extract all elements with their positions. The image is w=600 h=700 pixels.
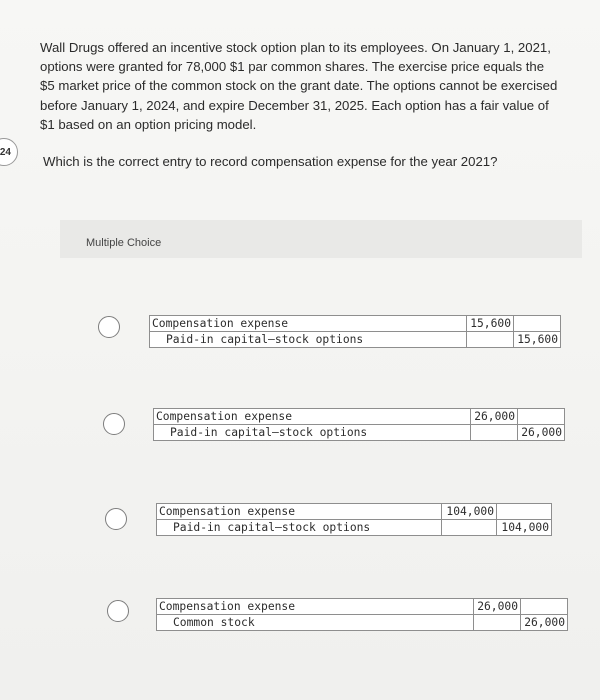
option-2-debit-account: Compensation expense [154, 409, 471, 425]
option-1-radio[interactable] [98, 316, 120, 338]
option-4-debit-amount: 26,000 [474, 599, 521, 615]
option-3-journal-entry [156, 503, 552, 536]
option-4-radio[interactable] [107, 600, 129, 622]
question-stem: Wall Drugs offered an incentive stock option plan to its employees. On January 1, 2021, options were granted for 78,000 $1 par common shares. The exercise price equals the $5 market price of the common stock on the grant date. The options cannot be exercised before January 1, 2024, and expire December 31, 2025. Each option has a fair value of $1 based on an option pricing model. [40, 40, 558, 132]
option-1-credit-amount: 15,600 [514, 332, 561, 348]
option-4-credit-account: Common stock [157, 615, 474, 631]
option-1-debit-blank [514, 316, 561, 332]
option-1-credit-blank [467, 332, 514, 348]
question-number-badge: 24 [0, 138, 18, 166]
option-1-debit-account: Compensation expense [150, 316, 467, 332]
option-1-journal-entry [149, 315, 561, 348]
option-3-debit-amount: 104,000 [442, 504, 497, 520]
option-4-credit-amount: 26,000 [521, 615, 568, 631]
question-prompt: Which is the correct entry to record compensation expense for the year 2021? [43, 154, 498, 169]
multiple-choice-label: Multiple Choice [86, 237, 162, 249]
option-4-debit-blank [521, 599, 568, 615]
option-3-credit-amount: 104,000 [497, 520, 552, 536]
option-4-credit-blank [474, 615, 521, 631]
multiple-choice-header [60, 220, 582, 258]
option-3-debit-blank [497, 504, 552, 520]
option-2-radio[interactable] [103, 413, 125, 435]
option-1-debit-amount: 15,600 [467, 316, 514, 332]
option-2-debit-blank [518, 409, 565, 425]
option-2-debit-amount: 26,000 [471, 409, 518, 425]
option-2-journal-entry [153, 408, 565, 441]
option-3-credit-blank [442, 520, 497, 536]
option-2-credit-blank [471, 425, 518, 441]
option-4-journal-entry [156, 598, 568, 631]
option-2-credit-amount: 26,000 [518, 425, 565, 441]
option-3-debit-account: Compensation expense [157, 504, 442, 520]
option-1-credit-account: Paid-in capital—stock options [150, 332, 467, 348]
option-2-credit-account: Paid-in capital—stock options [154, 425, 471, 441]
option-4-debit-account: Compensation expense [157, 599, 474, 615]
option-3-radio[interactable] [105, 508, 127, 530]
option-3-credit-account: Paid-in capital—stock options [157, 520, 442, 536]
